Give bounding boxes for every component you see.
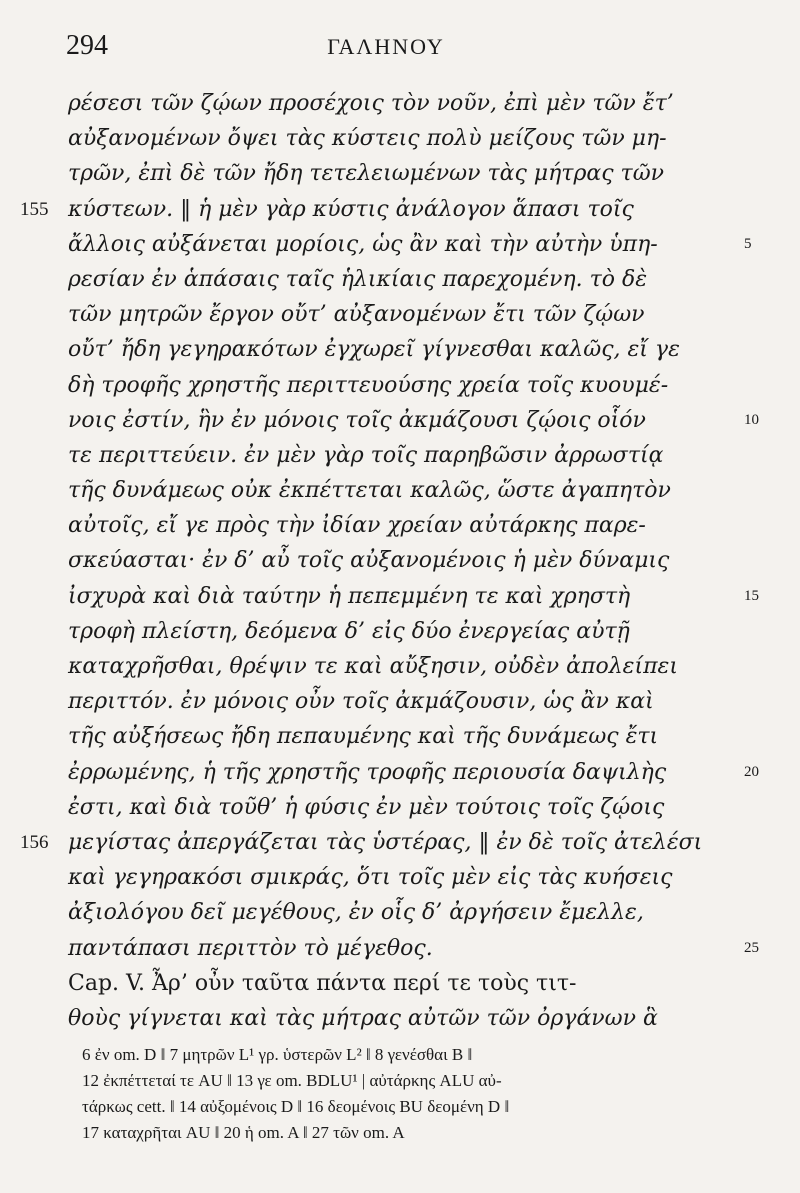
line-number: 20 xyxy=(744,763,759,780)
line-text: ἐρρωμένης, ἡ τῆς χρηστῆς τροφῆς περιουσία δαψιλὴς xyxy=(68,759,667,785)
text-line xyxy=(0,543,800,578)
text-line xyxy=(0,156,800,191)
line-text: παντάπασι περιττὸν τὸ μέγεθος. xyxy=(68,935,433,961)
line-text: καταχρῆσθαι, θρέψιν τε καὶ αὔξησιν, οὐδὲν ἀπολείπει xyxy=(68,654,678,679)
text-line xyxy=(0,227,800,262)
footnote-line: 17 καταχρῆται AU ‖ 20 ἡ om. A ‖ 27 τῶν om. A xyxy=(82,1123,405,1142)
text-line xyxy=(0,649,800,684)
line-text: θοὺς γίγνεται καὶ τὰς μήτρας αὐτῶν τῶν ὀργάνων ἃ xyxy=(68,1005,658,1031)
line-text: ἐστι, καὶ διὰ τοῦθ’ ἡ φύσις ἐν μὲν τούτοις τοῖς ζῴοις xyxy=(68,794,665,820)
text-line xyxy=(0,825,800,860)
text-line xyxy=(0,614,800,649)
text-line xyxy=(0,895,800,930)
line-text: μεγίστας ἀπεργάζεται τὰς ὑστέρας, ‖ ἐν δὲ τοῖς ἀτελέσι xyxy=(68,829,703,855)
line-text: ἄλλοις αὐξάνεται μορίοις, ὡς ἂν καὶ τὴν αὐτὴν ὑπη- xyxy=(68,231,658,257)
text-line xyxy=(0,579,800,614)
page-reference-number: 156 xyxy=(20,831,49,853)
line-text: καὶ γεγηρακόσι σμικράς, ὅτι τοῖς μὲν εἰς τὰς κυήσεις xyxy=(68,865,673,891)
line-text: τρῶν, ἐπὶ δὲ τῶν ἤδη τετελειωμένων τὰς μήτρας τῶν xyxy=(68,161,665,187)
line-text: οὔτ’ ἤδη γεγηρακότων ἐγχωρεῖ γίγνεσθαι καλῶς, εἴ γε xyxy=(68,337,680,363)
line-text: ρέσεσι τῶν ζῴων προσέχοις τὸν νοῦν, ἐπὶ μὲν τῶν ἔτ’ xyxy=(68,91,674,116)
text-line xyxy=(0,755,800,790)
footnote-line: 6 ἐν om. D ‖ 7 μητρῶν L¹ γρ. ὑστερῶν L² ‖ 8 γενέσθαι B ‖ xyxy=(82,1045,473,1064)
footnote-line: 12 ἐκπέττεταί τε AU ‖ 13 γε om. BDLU¹ | αὐτάρκης ALU αὐ- xyxy=(82,1071,502,1090)
page-header xyxy=(66,30,706,70)
line-text: Cap. V. Ἆρ’ οὖν ταῦτα πάντα περί τε τοὺς τιτ- xyxy=(68,970,577,996)
line-number: 15 xyxy=(744,587,759,604)
text-line xyxy=(0,719,800,754)
line-text: τροφὴ πλείστη, δεόμενα δ’ εἰς δύο ἐνεργείας αὐτῇ xyxy=(68,618,630,644)
text-line xyxy=(0,508,800,543)
line-text: ρεσίαν ἐν ἁπάσαις ταῖς ἡλικίαις παρεχομένη. τὸ δὲ xyxy=(68,266,648,292)
line-text: δὴ τροφῆς χρηστῆς περιττευούσης χρεία τοῖς κυουμέ- xyxy=(68,372,669,398)
line-text: αὐτοῖς, εἴ γε πρὸς τὴν ἰδίαν χρείαν αὐτάρκης παρε- xyxy=(68,513,646,539)
footnote-line: τάρκως cett. ‖ 14 αὐξομένοις D ‖ 16 δεομένοις BU δεομένη D ‖ xyxy=(82,1097,510,1116)
page-number: 294 xyxy=(66,30,108,61)
line-text: περιττόν. ἐν μόνοις οὖν τοῖς ἀκμάζουσιν, ὡς ἂν καὶ xyxy=(68,689,654,715)
text-line xyxy=(0,368,800,403)
line-text: ἀξιολόγου δεῖ μεγέθους, ἐν οἷς δ’ ἀργήσειν ἔμελλε, xyxy=(68,900,644,926)
text-line xyxy=(0,403,800,438)
line-text: τῆς αὐξήσεως ἤδη πεπαυμένης καὶ τῆς δυνάμεως ἔτι xyxy=(68,724,659,750)
line-text: τῆς δυνάμεως οὐκ ἐκπέττεται καλῶς, ὥστε ἀγαπητὸν xyxy=(68,478,671,504)
text-line xyxy=(0,438,800,473)
line-text: ἰσχυρὰ καὶ διὰ ταύτην ἡ πεπεμμένη τε καὶ χρηστὴ xyxy=(68,583,631,609)
line-number: 5 xyxy=(744,235,752,252)
line-text: σκεύασται· ἐν δ’ αὖ τοῖς αὐξανομένοις ἡ μὲν δύναμις xyxy=(68,548,670,574)
line-text: τε περιττεύειν. ἐν μὲν γὰρ τοῖς παρηβῶσιν ἀρρωστίᾳ xyxy=(68,442,664,468)
line-text: νοις ἐστίν, ἣν ἐν μόνοις τοῖς ἀκμάζουσι ζῴοις οἷόν xyxy=(68,407,646,433)
text-line xyxy=(0,860,800,895)
line-text: τῶν μητρῶν ἔργον οὔτ’ αὐξανομένων ἔτι τῶν ζῴων xyxy=(68,302,645,328)
main-text xyxy=(0,86,800,1036)
text-line xyxy=(0,473,800,508)
text-line xyxy=(0,262,800,297)
text-line xyxy=(0,790,800,825)
text-line xyxy=(0,297,800,332)
running-head: ΓΑΛΗΝΟΥ xyxy=(327,34,445,59)
line-number: 25 xyxy=(744,939,759,956)
line-text: αὐξανομένων ὄψει τὰς κύστεις πολὺ μείζους τῶν μη- xyxy=(68,126,667,152)
text-line xyxy=(0,121,800,156)
text-line xyxy=(0,192,800,227)
critical-apparatus xyxy=(82,1042,722,1146)
text-line xyxy=(0,931,800,966)
text-line xyxy=(0,1001,800,1036)
page-reference-number: 155 xyxy=(20,198,49,220)
line-text: κύστεων. ‖ ἡ μὲν γὰρ κύστις ἀνάλογον ἅπασι τοῖς xyxy=(68,196,634,222)
text-line xyxy=(0,966,800,1001)
text-line xyxy=(0,684,800,719)
line-number: 10 xyxy=(744,411,759,428)
text-line xyxy=(0,86,800,121)
text-line xyxy=(0,332,800,367)
